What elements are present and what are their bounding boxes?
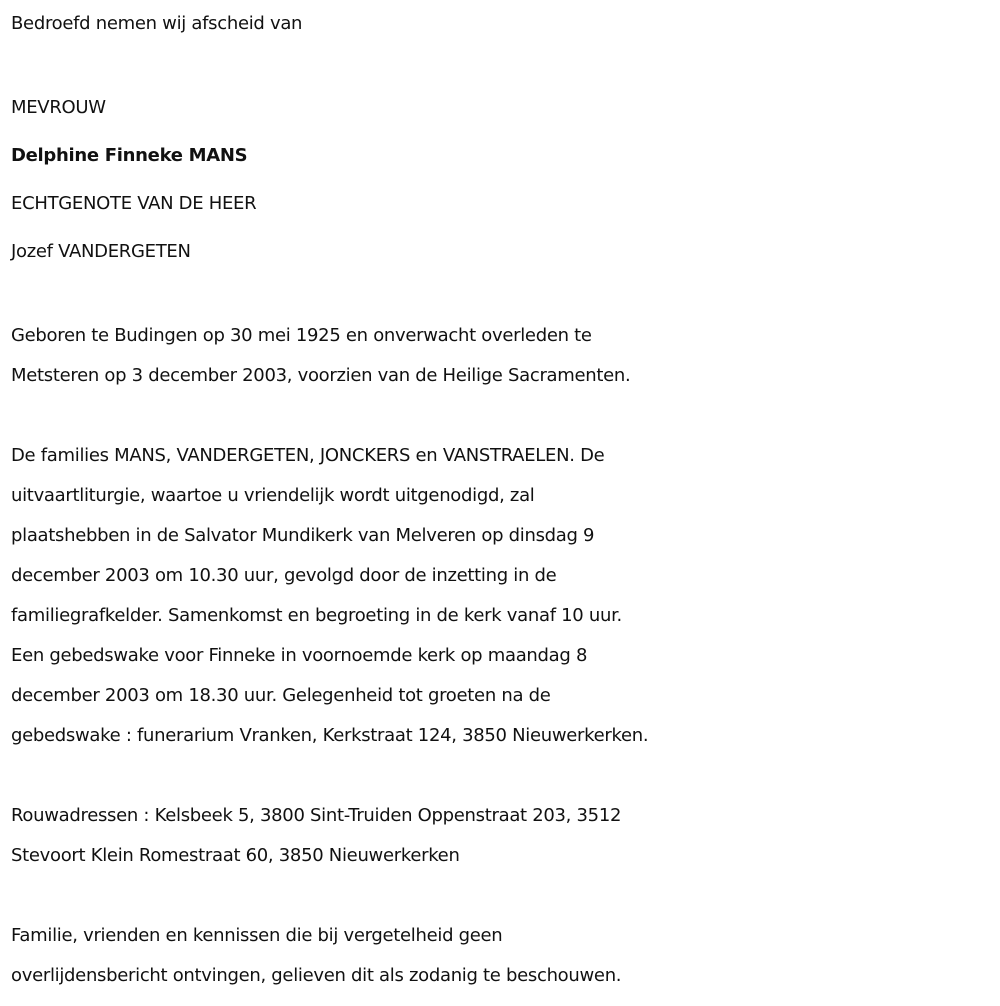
paragraph-line: december 2003 om 10.30 uur, gevolgd door de inzetting in de bbox=[11, 565, 557, 586]
spouse-name: Jozef VANDERGETEN bbox=[11, 241, 191, 262]
obituary-document bbox=[11, 4, 991, 996]
paragraph-line: uitvaartliturgie, waartoe u vriendelijk wordt uitgenodigd, zal bbox=[11, 485, 535, 506]
deceased-name: Delphine Finneke MANS bbox=[11, 145, 248, 166]
honorific: MEVROUW bbox=[11, 97, 106, 118]
paragraph-line: Geboren te Budingen op 30 mei 1925 en onverwacht overleden te bbox=[11, 325, 592, 346]
relation-line: ECHTGENOTE VAN DE HEER bbox=[11, 193, 257, 214]
paragraph-line: De families MANS, VANDERGETEN, JONCKERS en VANSTRAELEN. De bbox=[11, 445, 605, 466]
paragraph-line: overlijdensbericht ontvingen, gelieven dit als zodanig te beschouwen. bbox=[11, 965, 622, 986]
paragraph-line: gebedswake : funerarium Vranken, Kerkstraat 124, 3850 Nieuwerkerken. bbox=[11, 725, 649, 746]
paragraph-line: Metsteren op 3 december 2003, voorzien van de Heilige Sacramenten. bbox=[11, 365, 631, 386]
funeral-paragraph bbox=[11, 436, 991, 756]
paragraph-line: familiegrafkelder. Samenkomst en begroeting in de kerk vanaf 10 uur. bbox=[11, 605, 622, 626]
paragraph-line: Familie, vrienden en kennissen die bij vergetelheid geen bbox=[11, 925, 503, 946]
addresses-paragraph bbox=[11, 796, 991, 876]
birth-death-paragraph bbox=[11, 316, 991, 396]
paragraph-line: Een gebedswake voor Finneke in voornoemde kerk op maandag 8 bbox=[11, 645, 588, 666]
closing-paragraph bbox=[11, 916, 991, 996]
paragraph-line: Rouwadressen : Kelsbeek 5, 3800 Sint-Truiden Oppenstraat 203, 3512 bbox=[11, 805, 622, 826]
deceased-header bbox=[11, 84, 991, 276]
paragraph-line: Stevoort Klein Romestraat 60, 3850 Nieuwerkerken bbox=[11, 845, 460, 866]
paragraph-line: plaatshebben in de Salvator Mundikerk van Melveren op dinsdag 9 bbox=[11, 525, 595, 546]
intro-line: Bedroefd nemen wij afscheid van bbox=[11, 13, 303, 34]
paragraph-line: december 2003 om 18.30 uur. Gelegenheid tot groeten na de bbox=[11, 685, 551, 706]
